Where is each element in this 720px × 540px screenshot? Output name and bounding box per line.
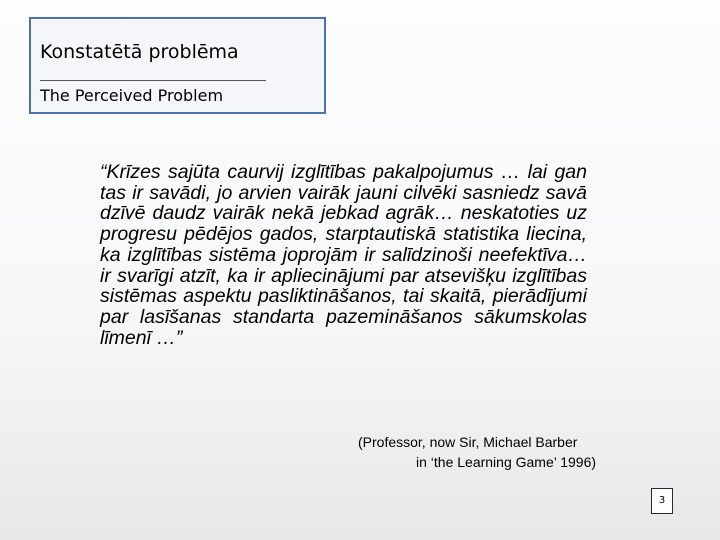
title-divider xyxy=(40,80,266,81)
slide-title-english: The Perceived Problem xyxy=(40,86,224,105)
page-number: 3 xyxy=(651,488,673,514)
quote-citation xyxy=(0,432,596,472)
title-box xyxy=(29,17,326,114)
slide-title-latvian: Konstatētā problēma xyxy=(40,41,239,63)
quote-text: “Krīzes sajūta caurvij izglītības pakalpojumus … lai gan tas ir savādi, jo arvien vairāk jauni cilvēki sasniedz savā dzīvē daudz vairāk nekā jebkad agrāk… neskatoties uz progresu pēdējos gados, starptautiskā statistika liecina, ka izglītības sistēma joprojām ir salīdzinoši neefektīva… ir svarīgi atzīt, ka ir apliecinājumi par atsevišķu izglītības sistēmas aspektu pasliktināšanos, tai skaitā, pierādījumi par lasīšanas standarta pazemināšanos sākumskolas līmenī …” xyxy=(100,161,587,349)
citation-source: in ‘the Learning Game’ 1996) xyxy=(416,454,597,470)
citation-author: (Professor, now Sir, Michael Barber xyxy=(358,434,578,450)
